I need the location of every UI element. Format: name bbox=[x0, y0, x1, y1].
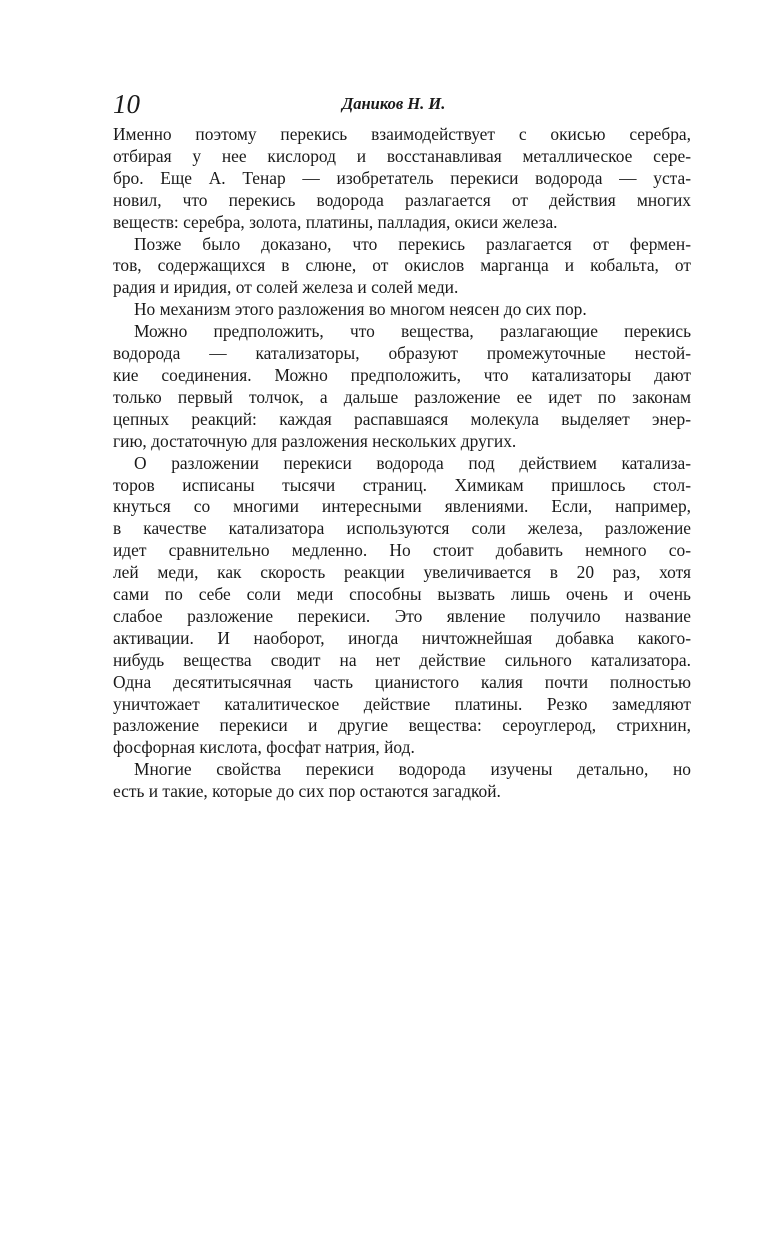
running-head-author: Даников Н. И. bbox=[342, 94, 446, 113]
paragraph bbox=[113, 759, 691, 803]
text-line: гию, достаточную для разложения нескольких других. bbox=[113, 430, 517, 451]
paragraph bbox=[113, 453, 691, 760]
text-line: радия и иридия, от солей железа и солей меди. bbox=[113, 277, 459, 298]
book-page bbox=[113, 88, 691, 803]
text-line: идет сравнительно медленно. Но стоит добавить немного со- bbox=[113, 540, 691, 561]
body-text bbox=[113, 124, 691, 803]
text-line: Одна десятитысячная часть цианистого калия почти полностью bbox=[113, 671, 691, 692]
text-line: Именно поэтому перекись взаимодействует с окисью серебра, bbox=[113, 124, 691, 144]
text-line: уничтожает каталитическое действие платины. Резко замедляют bbox=[113, 693, 691, 714]
text-line: цепных реакций: каждая распавшаяся молекула выделяет энер- bbox=[113, 408, 691, 429]
text-line: сами по себе соли меди способны вызвать лишь очень и очень bbox=[113, 584, 691, 605]
paragraph bbox=[113, 321, 691, 452]
text-line: тов, содержащихся в слюне, от окислов марганца и кобальта, от bbox=[113, 255, 691, 276]
paragraph bbox=[113, 124, 691, 234]
text-line: только первый толчок, а дальше разложение ее идет по законам bbox=[113, 386, 691, 407]
text-line: водорода — катализаторы, образуют промежуточные нестой- bbox=[113, 343, 691, 364]
text-line: отбирая у нее кислород и восстанавливая металлическое сере- bbox=[113, 145, 691, 166]
paragraph bbox=[113, 234, 691, 300]
text-line: кнуться со многими интересными явлениями. Если, например, bbox=[113, 496, 691, 517]
text-line: кие соединения. Можно предположить, что катализаторы дают bbox=[113, 364, 691, 385]
text-line: фосфорная кислота, фосфат натрия, йод. bbox=[113, 737, 415, 758]
page-header bbox=[113, 88, 691, 124]
text-line: активации. И наоборот, иногда ничтожнейшая добавка какого- bbox=[113, 627, 691, 648]
text-line: Многие свойства перекиси водорода изучены детально, но bbox=[134, 759, 691, 780]
text-line: Позже было доказано, что перекись разлагается от фермен- bbox=[134, 233, 691, 254]
text-line: торов исписаны тысячи страниц. Химикам пришлось стол- bbox=[113, 474, 691, 495]
text-line: Но механизм этого разложения во многом неясен до сих пор. bbox=[134, 299, 587, 320]
page-number: 10 bbox=[113, 89, 140, 119]
text-line: новил, что перекись водорода разлагается от действия многих bbox=[113, 189, 691, 210]
text-line: разложение перекиси и другие вещества: сероуглерод, стрихнин, bbox=[113, 715, 691, 736]
text-line: О разложении перекиси водорода под действием катализа- bbox=[134, 452, 691, 473]
text-line: веществ: серебра, золота, платины, палладия, окиси железа. bbox=[113, 211, 558, 232]
text-line: бро. Еще А. Тенар — изобретатель перекиси водорода — уста- bbox=[113, 167, 691, 188]
text-line: лей меди, как скорость реакции увеличивается в 20 раз, хотя bbox=[113, 562, 691, 583]
text-line: есть и такие, которые до сих пор остаются загадкой. bbox=[113, 781, 501, 802]
text-line: Можно предположить, что вещества, разлагающие перекись bbox=[134, 321, 691, 342]
text-line: нибудь вещества сводит на нет действие сильного катализатора. bbox=[113, 649, 691, 670]
paragraph bbox=[113, 299, 691, 321]
text-line: слабое разложение перекиси. Это явление получило название bbox=[113, 605, 691, 626]
text-line: в качестве катализатора используются соли железа, разложение bbox=[113, 518, 691, 539]
